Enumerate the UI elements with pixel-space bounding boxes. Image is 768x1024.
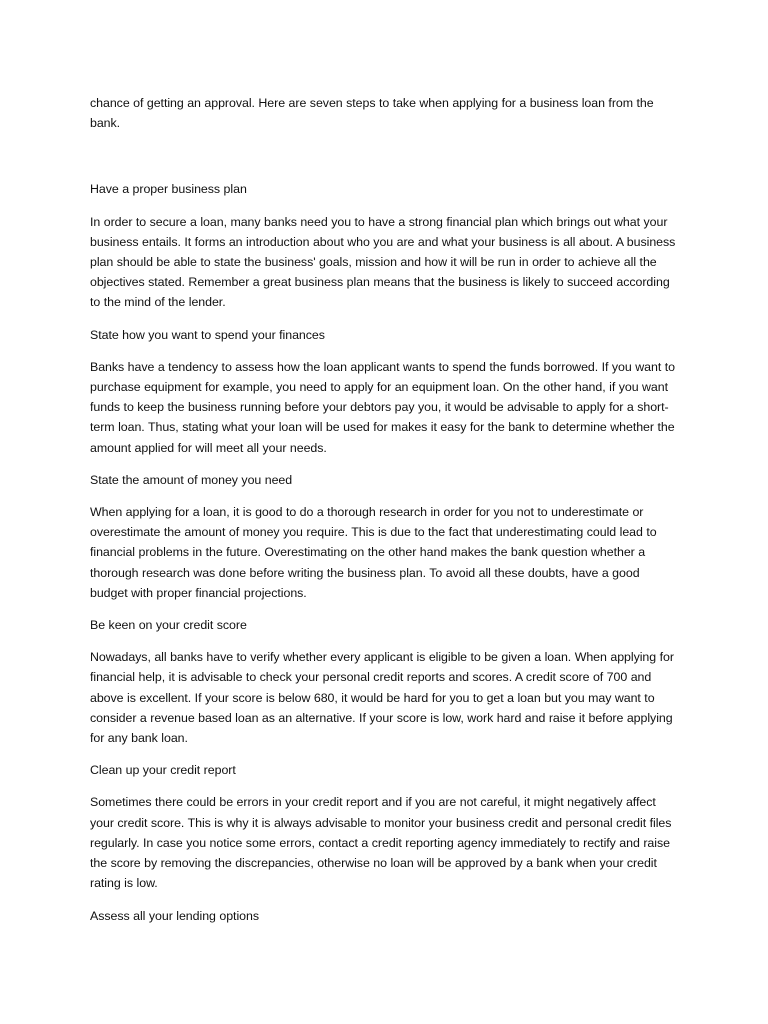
section-body-amount-needed: When applying for a loan, it is good to do a thorough research in order for you not to underestimate or overestimate the amount of money you require. This is due to the fact that underestimating could lead to financial problems in the future. Overestimating on the other hand makes the bank question whether a thorough research was done before writing the business plan. To avoid all these doubts, have a good budget with proper financial projections.: [90, 505, 657, 600]
section-heading-amount-needed: State the amount of money you need: [90, 472, 293, 487]
section-heading-credit-report: Clean up your credit report: [90, 763, 236, 778]
section-heading-spend-finances: State how you want to spend your finances: [90, 327, 325, 342]
section-heading-credit-score: Be keen on your credit score: [90, 618, 247, 633]
section-body-spend-finances: Banks have a tendency to assess how the loan applicant wants to spend the funds borrowed. If you want to purchase equipment for example, you need to apply for an equipment loan. On the other hand, if you want funds to keep the business running before your debtors pay you, it would be advisable to apply for a short-term loan. Thus, stating what your loan will be used for makes it easy for the bank to determine whether the amount applied for will meet all your needs.: [90, 359, 675, 455]
section-body-credit-report: Sometimes there could be errors in your credit report and if you are not careful, it might negatively affect your credit score. This is why it is always advisable to monitor your business credit and personal credit files regularly. In case you notice some errors, contact a credit reporting agency immediately to rectify and raise the score by removing the discrepancies, otherwise no loan will be approved by a bank when your credit rating is low.: [90, 795, 672, 891]
section-body-business-plan: In order to secure a loan, many banks need you to have a strong financial plan which brings out what your business entails. It forms an introduction about who you are and what your business is all about. A business plan should be able to state the business' goals, mission and how it will be run in order to achieve all the objectives stated. Remember a great business plan means that the business is likely to succeed according to the mind of the lender.: [90, 214, 676, 310]
section-heading-business-plan: Have a proper business plan: [90, 182, 247, 197]
section-body-credit-score: Nowadays, all banks have to verify whether every applicant is eligible to be given a loan. When applying for financial help, it is advisable to check your personal credit reports and scores. A credit score of 700 and above is excellent. If your score is below 680, it would be hard for you to get a loan but you may want to consider a revenue based loan as an alternative. If your score is low, work hard and raise it before applying for any bank loan.: [90, 650, 674, 746]
intro-paragraph: chance of getting an approval. Here are seven steps to take when applying for a business loan from the bank.: [90, 96, 654, 131]
section-heading-lending-options: Assess all your lending options: [90, 908, 259, 923]
